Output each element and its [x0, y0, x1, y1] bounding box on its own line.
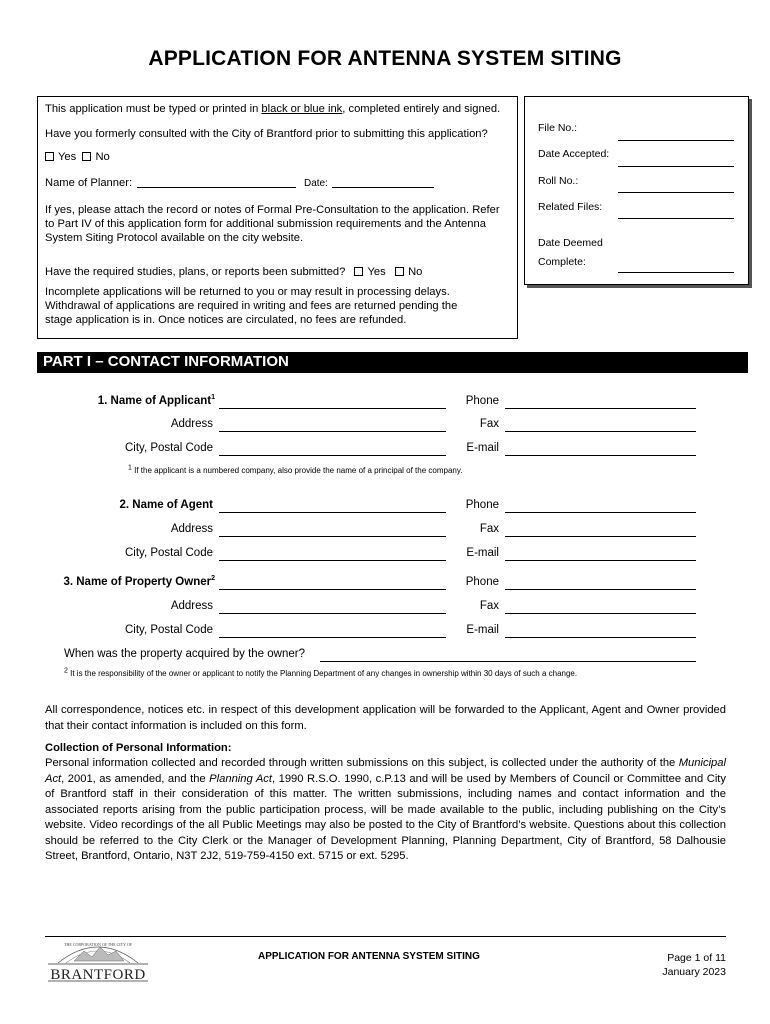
- owner-fax-field[interactable]: [505, 613, 696, 614]
- agent-name-field[interactable]: [219, 512, 446, 513]
- owner-fax-label: Fax: [479, 600, 499, 612]
- collection-text: Personal information collected and recorded through written submissions on this subject, is collected under the authority of the Municipal Act, 2001, as amended, and the Planning Act, 1990 R.S.O. 1990, c.P.13 and will be used by Members of Council or Committee and City of Brantford staff in their consideration of this matter. The written submissions, including names and contact information and the associated reports arising from the public participation process, will be made available to the public, including publishing on the City’s website. Video recordings of the all Public Meetings may also be posted to the City of Brantford’s website. Questions about this collection should be referred to the City Clerk or the Manager of Development Planning, Planning Department, City of Brantford, 58 Dalhousie Street, Brantford, Ontario, N3T 2J2, 519-759-4150 ext. 5715 or ext. 5295.: [45, 757, 727, 862]
- agent-phone-field[interactable]: [505, 512, 696, 513]
- planner-field[interactable]: [137, 187, 296, 188]
- applicant-address-label: Address: [170, 418, 213, 430]
- part1-rule: [37, 372, 748, 373]
- consulted-options: Yes No: [45, 150, 110, 164]
- owner-city-field[interactable]: [219, 637, 446, 638]
- date-deemed-label: Date Deemed: [538, 237, 603, 249]
- if-yes-note: If yes, please attach the record or notes of Formal Pre-Consultation to the application. Refer to Part IV of this application form for additional submission requirements and the Antenna System Siting Protocol available on the city website.: [45, 204, 500, 244]
- date-accepted-field[interactable]: [618, 166, 734, 167]
- applicant-label: 1. Name of Applicant$^1$: [97, 394, 215, 407]
- planner-date-field[interactable]: [332, 187, 434, 188]
- related-files-label: Related Files:: [538, 201, 603, 213]
- revision-date: January 2023: [662, 966, 726, 978]
- applicant-phone-field[interactable]: [505, 408, 696, 409]
- agent-email-label: E-mail: [466, 547, 499, 559]
- owner-email-label: E-mail: [466, 624, 499, 636]
- owner-phone-field[interactable]: [505, 589, 696, 590]
- roll-no-field[interactable]: [618, 192, 734, 193]
- agent-email-field[interactable]: [505, 560, 696, 561]
- agent-fax-label: Fax: [479, 523, 499, 535]
- footnote-1: 1 If the applicant is a numbered company, also provide the name of a principal of the company.: [128, 464, 463, 475]
- applicant-city-field[interactable]: [219, 455, 446, 456]
- incomplete-note: Incomplete applications will be returned to you or may result in processing delays. Withdrawal of applications are required in writing and fees are returned pending the stage application is in. Once notices are circulated, no fees are refunded.: [45, 286, 458, 326]
- svg-text:THE CORPORATION OF THE CITY OF: THE CORPORATION OF THE CITY OF: [64, 942, 132, 947]
- office-use-box: [524, 96, 749, 285]
- planner-date-label: Date:: [304, 178, 328, 189]
- applicant-address-field[interactable]: [219, 431, 446, 432]
- studies-yes-checkbox[interactable]: [354, 267, 363, 276]
- acquired-question: When was the property acquired by the owner?: [64, 648, 305, 660]
- studies-no-checkbox[interactable]: [395, 267, 404, 276]
- agent-city-label: City, Postal Code: [125, 547, 213, 559]
- agent-label: 2. Name of Agent: [119, 499, 213, 511]
- part1-heading: PART I – CONTACT INFORMATION: [37, 352, 748, 372]
- owner-name-field[interactable]: [219, 589, 446, 590]
- date-accepted-label: Date Accepted:: [538, 148, 610, 160]
- owner-email-field[interactable]: [505, 637, 696, 638]
- ink-instruction: This application must be typed or printed in black or blue ink, completed entirely and signed.: [45, 103, 501, 115]
- owner-city-label: City, Postal Code: [125, 624, 213, 636]
- brantford-logo: [44, 937, 152, 983]
- owner-phone-label: Phone: [465, 576, 499, 588]
- footer-title: APPLICATION FOR ANTENNA SYSTEM SITING: [258, 951, 480, 962]
- consulted-no-checkbox[interactable]: [82, 152, 91, 161]
- studies-question: Have the required studies, plans, or reports been submitted? Yes No: [45, 266, 423, 278]
- related-files-field[interactable]: [618, 218, 734, 219]
- file-no-label: File No.:: [538, 122, 578, 134]
- acquired-date-field[interactable]: [320, 661, 696, 662]
- correspondence-note: All correspondence, notices etc. in respect of this development application will be forwarded to the Applicant, Agent and Owner provided that their contact information is included on this form.: [45, 704, 726, 732]
- applicant-email-field[interactable]: [505, 455, 696, 456]
- consulted-yes-checkbox[interactable]: [45, 152, 54, 161]
- applicant-email-label: E-mail: [466, 442, 499, 454]
- footer-page-info: [600, 951, 726, 979]
- footnote-2: 2 It is the responsibility of the owner or applicant to notify the Planning Department of any changes in ownership within 30 days of such a change.: [64, 667, 578, 678]
- consulted-question: Have you formerly consulted with the City of Brantford prior to submitting this application?: [45, 128, 488, 140]
- svg-text:BRANTFORD: BRANTFORD: [50, 967, 146, 983]
- roll-no-label: Roll No.:: [538, 175, 579, 187]
- page-number: Page 1 of 11: [667, 952, 726, 964]
- agent-address-label: Address: [170, 523, 213, 535]
- applicant-fax-label: Fax: [479, 418, 499, 430]
- agent-city-field[interactable]: [219, 560, 446, 561]
- page-title: APPLICATION FOR ANTENNA SYSTEM SITING: [148, 47, 622, 70]
- agent-address-field[interactable]: [219, 536, 446, 537]
- file-no-field[interactable]: [618, 140, 734, 141]
- owner-address-field[interactable]: [219, 613, 446, 614]
- owner-label: 3. Name of Property Owner$^2$: [63, 575, 215, 588]
- collection-heading: Collection of Personal Information:: [45, 742, 232, 754]
- owner-address-label: Address: [170, 600, 213, 612]
- agent-phone-label: Phone: [465, 499, 499, 511]
- applicant-phone-label: Phone: [465, 395, 499, 407]
- planner-label: Name of Planner:: [45, 177, 133, 189]
- applicant-city-label: City, Postal Code: [125, 442, 213, 454]
- applicant-name-field[interactable]: [219, 408, 446, 409]
- complete-label: Complete:: [538, 256, 586, 268]
- agent-fax-field[interactable]: [505, 536, 696, 537]
- applicant-fax-field[interactable]: [505, 431, 696, 432]
- date-deemed-complete-field[interactable]: [618, 272, 734, 273]
